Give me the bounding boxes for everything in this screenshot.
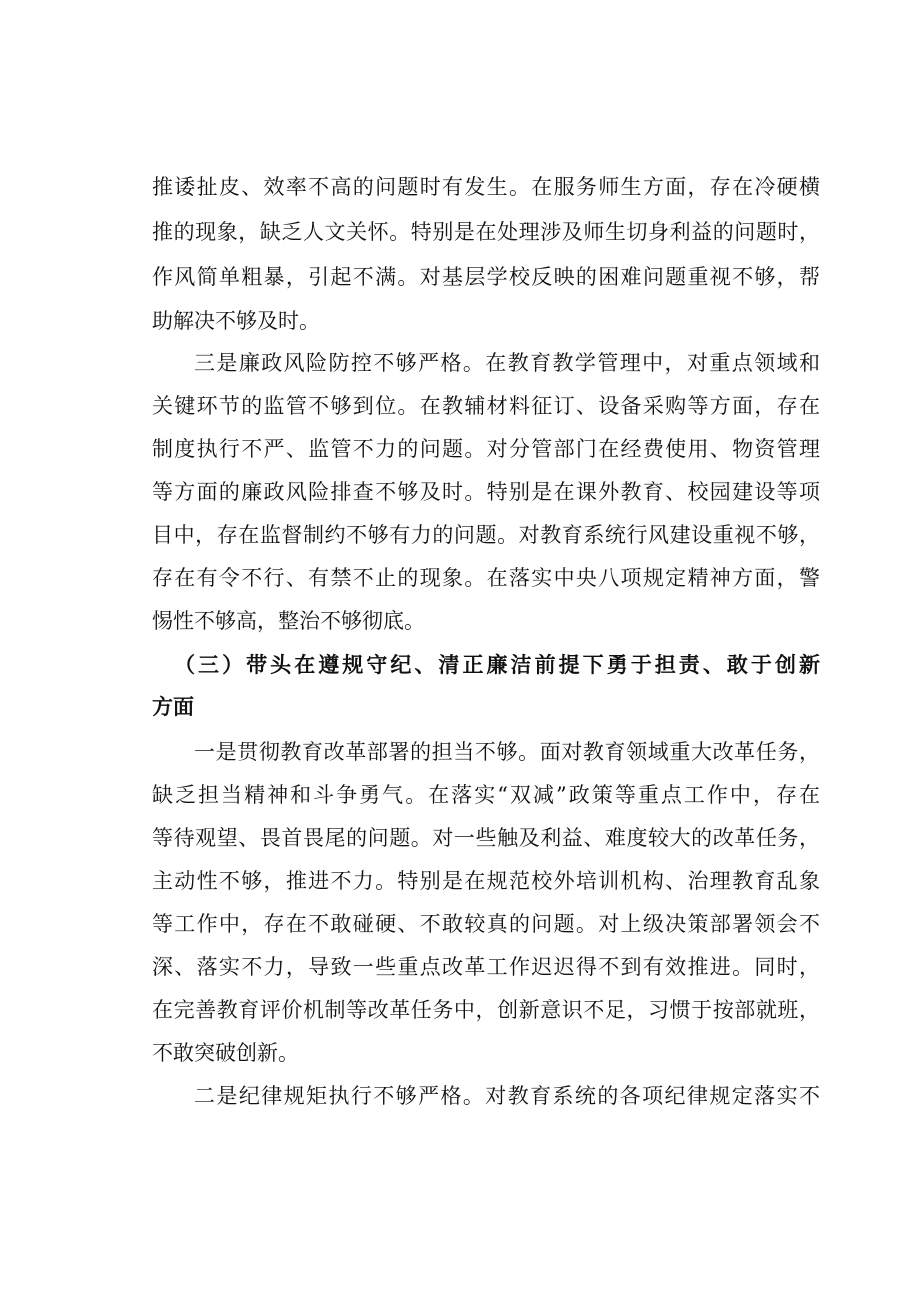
body-text-line: 存在有令不行、有禁不止的现象。在落实中央八项规定精神方面，警 [152,566,820,590]
body-text-line: 作风简单粗暴，引起不满。对基层学校反映的困难问题重视不够，帮 [152,265,820,289]
body-text-line: 推的现象，缺乏人文关怀。特别是在处理涉及师生切身利益的问题时， [152,220,820,244]
body-text-line: 等方面的廉政风险排查不够及时。特别是在课外教育、校园建设等项 [152,480,820,504]
body-text-line: 制度执行不严、监管不力的问题。对分管部门在经费使用、物资管理 [152,437,820,461]
body-text-line: 助解决不够及时。 [152,309,320,333]
body-text-line: 三是廉政风险防控不够严格。在教育教学管理中，对重点领域和 [194,351,820,375]
body-text-line: 不敢突破创新。 [152,1041,299,1065]
body-text-line: 在完善教育评价机制等改革任务中，创新意识不足，习惯于按部就班， [152,998,820,1022]
body-text-line: 惕性不够高，整治不够彻底。 [152,609,425,633]
body-text-line: 深、落实不力，导致一些重点改革工作迟迟得不到有效推进。同时， [152,955,820,979]
body-text-line: 主动性不够，推进不力。特别是在规范校外培训机构、治理教育乱象 [152,869,820,893]
body-text-line: 缺乏担当精神和斗争勇气。在落实“双减”政策等重点工作中，存在 [152,783,820,807]
section-heading: 方面 [152,695,194,719]
body-text-line: 关键环节的监管不够到位。在教辅材料征订、设备采购等方面，存在 [152,394,820,418]
body-text-line: 目中，存在监督制约不够有力的问题。对教育系统行风建设重视不够， [152,523,820,547]
body-text-line: 二是纪律规矩执行不够严格。对教育系统的各项纪律规定落实不 [194,1084,820,1108]
body-text-line: 一是贯彻教育改革部署的担当不够。面对教育领域重大改革任务， [194,740,820,764]
body-text-line: 推诿扯皮、效率不高的问题时有发生。在服务师生方面，存在冷硬横 [152,175,820,199]
section-heading: （三）带头在遵规守纪、清正廉洁前提下勇于担责、敢于创新 [174,653,820,677]
body-text-line: 等工作中，存在不敢碰硬、不敢较真的问题。对上级决策部署领会不 [152,912,820,936]
body-text-line: 等待观望、畏首畏尾的问题。对一些触及利益、难度较大的改革任务， [152,826,820,850]
